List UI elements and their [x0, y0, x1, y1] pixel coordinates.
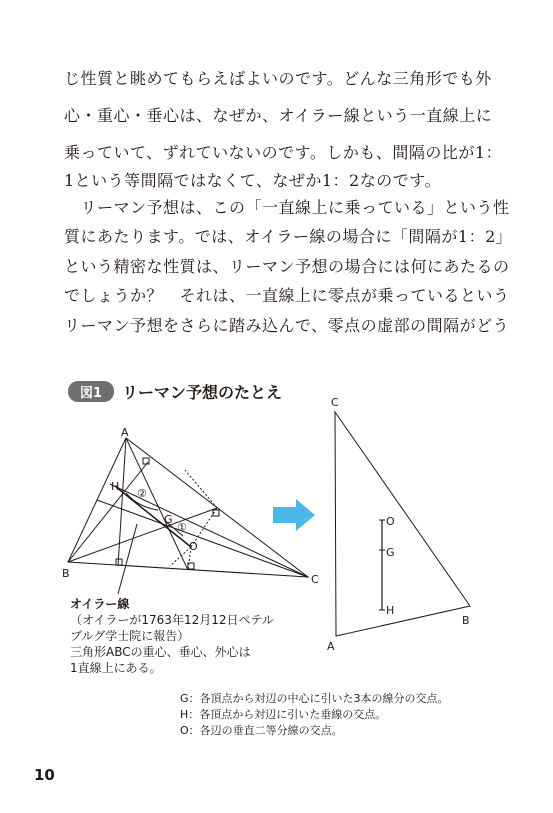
right-angle-mark-1 [143, 458, 149, 464]
legend-line-o: O：各辺の垂直二等分線の交点。 [180, 724, 343, 737]
body-line-9: リーマン予想をさらに踏み込んで、零点の虚部の間隔がどう [64, 316, 510, 335]
label-g-right: G [386, 546, 395, 559]
label-o-left: O [189, 540, 198, 553]
body-line-8: でしょうか？ それは、一直線上に零点が乗っているという [64, 286, 510, 305]
caption-line-1: オイラー線 [70, 597, 130, 611]
euler-line-caption [70, 596, 274, 676]
caption-line-4: 三角形ABCの重心、垂心、外心は [70, 645, 251, 659]
altitude-from-a [118, 438, 126, 566]
figure-title-text: リーマン予想のたとえ [122, 382, 283, 402]
legend-line-h: H：各頂点から対辺に引いた垂線の交点。 [180, 708, 387, 721]
mark-2-label: ② [137, 487, 147, 500]
label-a-right: A [327, 640, 335, 653]
label-c-left: C [311, 573, 319, 586]
label-h-right: H [386, 604, 395, 617]
body-line-5: リーマン予想は、この「一直線上に乗っている」という性 [64, 198, 510, 217]
median-from-a [126, 438, 188, 570]
triangle-outline-right [335, 412, 470, 636]
body-line-4: 1という等間隔ではなくて、なぜか1：2なのです。 [64, 171, 441, 190]
body-line-6: 質にあたります。では、オイラー線の場合に「間隔が1：2」 [64, 227, 513, 246]
label-b-right: B [462, 614, 470, 627]
figure-legend [180, 691, 449, 739]
triangle-abc-left [68, 438, 308, 594]
mark-1-label: ① [177, 521, 187, 534]
bisector-4 [185, 470, 217, 508]
caption-line-3: ブルグ学士院に報告） [70, 629, 190, 643]
label-c-right: C [331, 396, 339, 409]
body-line-2: 心・重心・垂心は、なぜか、オイラー線という一直線上に [64, 106, 493, 125]
body-line-1: じ性質と眺めてもらえばよいのです。どんな三角形でも外 [64, 69, 492, 88]
label-g-left: G [164, 513, 173, 526]
right-angle-mark-2 [116, 559, 122, 565]
body-line-7: という精密な性質は、リーマン予想の場合には何にあたるの [64, 257, 510, 276]
triangle-abc-right [335, 412, 470, 636]
label-b-left: B [62, 567, 70, 580]
legend-line-g: G：各頂点から対辺の中心に引いた3本の線分の交点。 [180, 692, 449, 705]
page-number: 10 [34, 766, 55, 784]
label-h-left: H [111, 480, 120, 493]
right-arrow-icon [273, 499, 315, 531]
body-line-3: 乗っていて、ずれていないのです。しかも、間隔の比が1： [64, 143, 503, 162]
caption-line-5: 1直線上にある。 [70, 661, 162, 675]
label-a-left: A [121, 426, 129, 439]
figure-badge: 図1 [68, 381, 114, 402]
caption-line-2: （オイラーが1763年12月12日ペテル [70, 613, 274, 627]
label-o-right: O [386, 515, 395, 528]
triangle-outline [68, 438, 308, 577]
